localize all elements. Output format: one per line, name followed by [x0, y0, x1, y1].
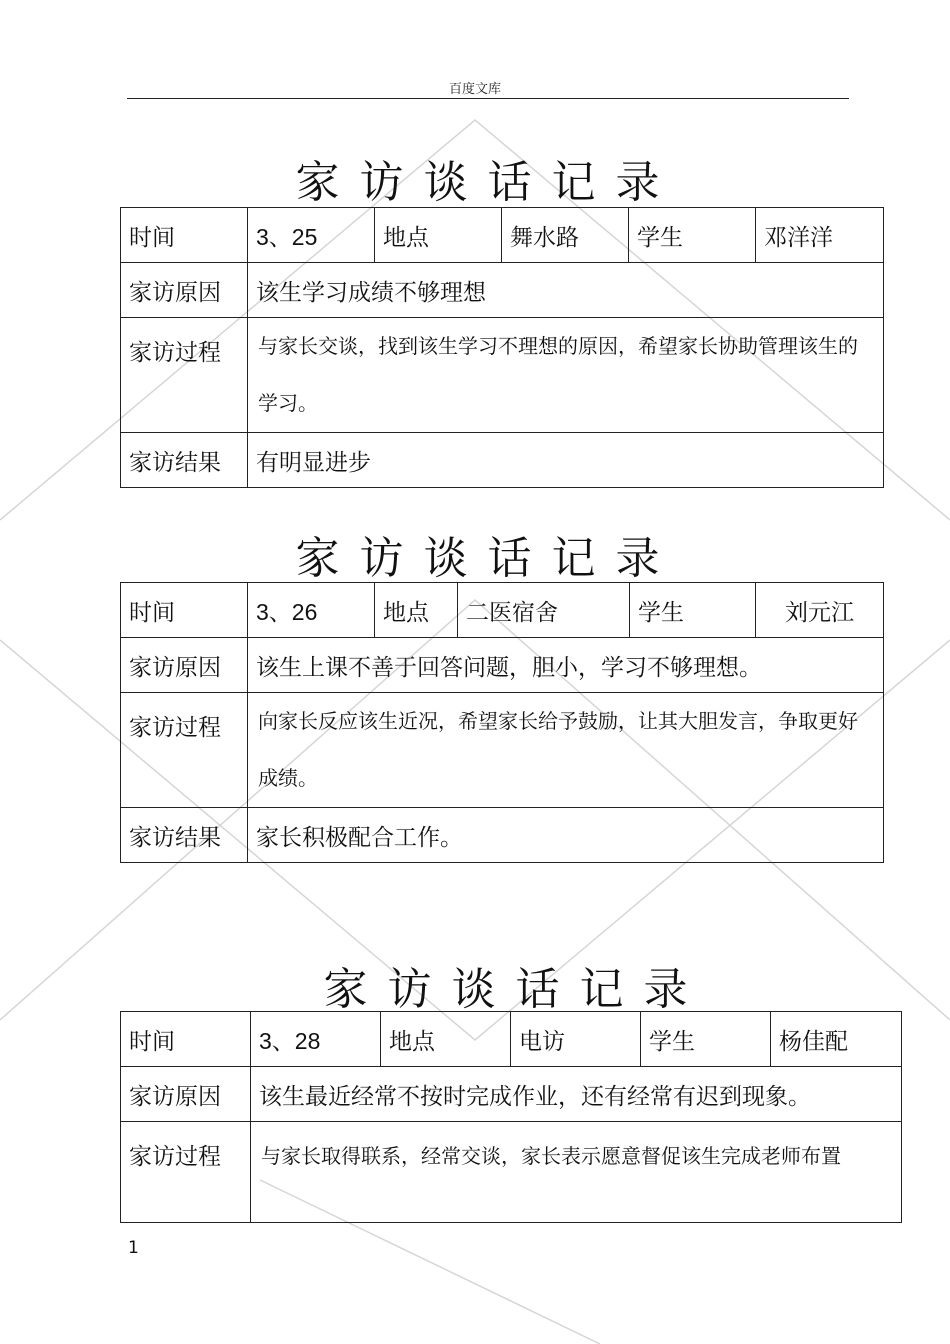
header-rule [127, 98, 849, 99]
student-value: 刘元江 [756, 583, 884, 638]
process-value: 与家长取得联系，经常交谈，家长表示愿意督促该生完成老师布置 [251, 1122, 902, 1223]
place-value: 二医宿舍 [458, 583, 630, 638]
time-value: 3、28 [251, 1012, 381, 1067]
student-value: 邓洋洋 [756, 208, 884, 263]
table-row [121, 693, 884, 808]
result-label: 家访结果 [121, 433, 248, 488]
time-label: 时间 [121, 1012, 251, 1067]
result-value: 家长积极配合工作。 [248, 808, 884, 863]
student-value: 杨佳配 [771, 1012, 902, 1067]
time-label: 时间 [121, 208, 248, 263]
reason-label: 家访原因 [121, 263, 248, 318]
result-value: 有明显进步 [248, 433, 884, 488]
reason-value: 该生最近经常不按时完成作业，还有经常有迟到现象。 [251, 1067, 902, 1122]
table-row [121, 638, 884, 693]
process-value: 与家长交谈，找到该生学习不理想的原因，希望家长协助管理该生的学习。 [248, 318, 884, 433]
place-label: 地点 [375, 583, 458, 638]
reason-value: 该生上课不善于回答问题，胆小，学习不够理想。 [248, 638, 884, 693]
place-value: 电访 [511, 1012, 641, 1067]
record-table [120, 1011, 902, 1223]
reason-label: 家访原因 [121, 1067, 251, 1122]
place-value: 舞水路 [502, 208, 629, 263]
table-row [121, 318, 884, 433]
record-title: 家访谈话记录 [295, 157, 680, 208]
table-row [121, 1012, 902, 1067]
time-value: 3、26 [248, 583, 375, 638]
place-label: 地点 [381, 1012, 511, 1067]
student-label: 学生 [630, 583, 756, 638]
table-row [121, 1067, 902, 1122]
table-row [121, 808, 884, 863]
student-label: 学生 [641, 1012, 771, 1067]
record-table [120, 582, 884, 863]
process-label: 家访过程 [121, 693, 248, 808]
table-row [121, 433, 884, 488]
record-title: 家访谈话记录 [323, 964, 708, 1015]
student-label: 学生 [629, 208, 756, 263]
result-label: 家访结果 [121, 808, 248, 863]
reason-label: 家访原因 [121, 638, 248, 693]
process-label: 家访过程 [121, 318, 248, 433]
record-title: 家访谈话记录 [295, 533, 680, 584]
process-label: 家访过程 [121, 1122, 251, 1223]
reason-value: 该生学习成绩不够理想 [248, 263, 884, 318]
time-label: 时间 [121, 583, 248, 638]
time-value: 3、25 [248, 208, 375, 263]
place-label: 地点 [375, 208, 502, 263]
header-source: 百度文库 [448, 82, 501, 97]
table-row [121, 1122, 902, 1223]
record-table [120, 207, 884, 488]
table-row [121, 583, 884, 638]
page-number: 1 [128, 1238, 139, 1258]
table-row [121, 263, 884, 318]
table-row [121, 208, 884, 263]
process-value: 向家长反应该生近况，希望家长给予鼓励，让其大胆发言，争取更好成绩。 [248, 693, 884, 808]
